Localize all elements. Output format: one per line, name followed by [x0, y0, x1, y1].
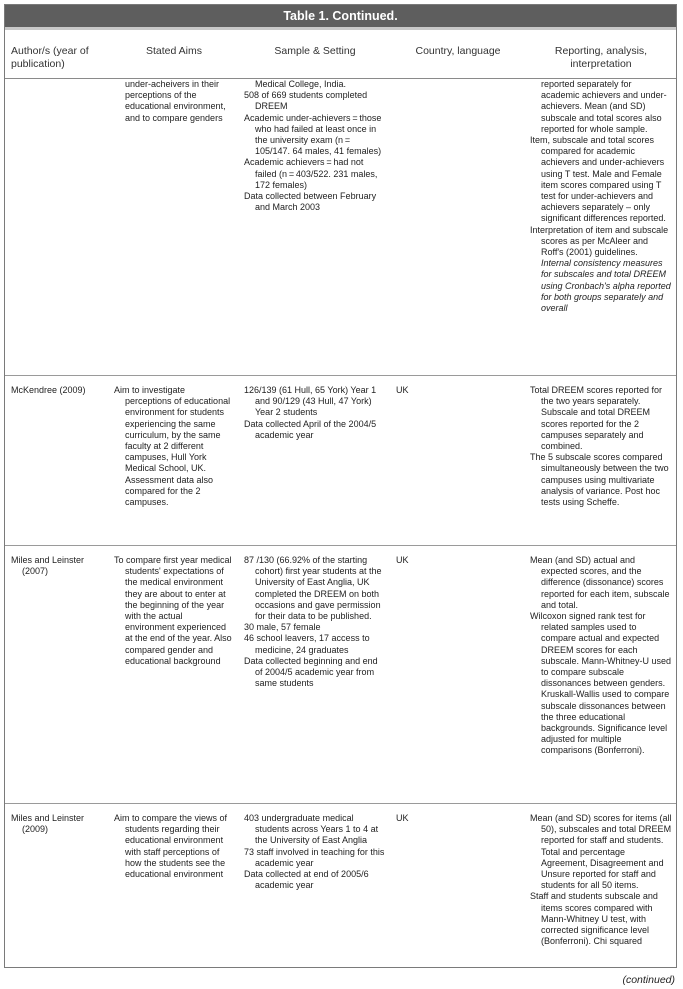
reporting-entry: The 5 subscale scores compared simultaneously between the two campuses using multivariate analysis of variance. Post hoc tests using Scheffe.: [530, 452, 669, 508]
aims-entry: To compare first year medical students' expectations of the medical environment they are about to enter at the beginning of the year with the actual environment experienced at the end of the year. Also compared gender and educational background: [114, 555, 232, 666]
reporting-entry: Staff and students subscale and items scores compared with Mann-Whitney U test, with corrected significance level (Bonferroni). Chi squared: [530, 891, 658, 947]
table-row: [5, 546, 676, 804]
reporting-entry: Item, subscale and total scores compared for academic achievers and under-achievers using T test. Male and Female item scores compared using T test for under-achievers and achievers separately – only significant differences reported.: [530, 135, 666, 224]
cell-sample: [238, 376, 390, 546]
sample-entry: 508 of 669 students completed DREEM: [244, 90, 368, 112]
header-sample: Sample & Setting: [274, 45, 356, 57]
aims-entry: Aim to compare the views of students regarding their educational environment with staff perceptions of how the students see the educational environment: [114, 813, 228, 880]
cell-aims: [108, 79, 238, 376]
table-row: [5, 376, 676, 546]
cell-sample: [238, 79, 390, 376]
table-row: [5, 804, 676, 948]
header-author: Author/s (year of publication): [11, 45, 89, 70]
cell-author: McKendree (2009): [5, 376, 108, 546]
header-row: [5, 30, 676, 79]
sample-entry: 30 male, 57 female: [244, 622, 321, 633]
cell-author: [5, 546, 108, 804]
cell-sample: [238, 546, 390, 804]
sample-entry: Data collected between February and March 2003: [244, 191, 377, 213]
sample-entry: Academic under-achievers = those who had failed at least once in the university exam (n = 105/147. 64 males, 41 females): [244, 112, 382, 157]
author-entry: Miles and Leinster (2009): [11, 813, 85, 835]
header-reporting: Reporting, analysis, interpretation: [554, 45, 648, 70]
cell-aims: [108, 546, 238, 804]
reporting-entry: Internal consistency measures for subscales and total DREEM using Cronbach's alpha reported for both groups separately and overall: [541, 258, 671, 314]
cell-country: UK: [390, 804, 524, 948]
table-title: Table 1. Continued.: [5, 5, 676, 30]
reporting-entry: Total DREEM scores reported for the two years separately. Subscale and total DREEM scores reported for the 2 campuses separately and combined.: [530, 385, 663, 452]
sample-entry: Data collected beginning and end of 2004/5 academic year from same students: [244, 655, 378, 689]
cell-author: [5, 79, 108, 376]
header-country: Country, language: [415, 45, 501, 57]
cell-country: UK: [390, 546, 524, 804]
reporting-entry: Wilcoxon signed rank test for related samples used to compare actual and expected DREEM scores for each subscale. Mann-Whitney-U used to compare subscale dissonances between genders. Kruskall-Wallis used to compare subscale dissonances between the three educational backgrounds. Significance level adjusted for multiple comparisons (Bonferroni).: [530, 611, 672, 756]
sample-entry: 403 undergraduate medical students across Years 1 to 4 at the University of East Anglia: [244, 813, 379, 846]
aims-entry: Aim to investigate perceptions of educational environment for students experiencing the same curriculum, by the same faculty at 2 different campuses, Hull York Medical School, UK. Assessment data also compared for the 2 campuses.: [114, 385, 231, 508]
cell-author: [5, 804, 108, 948]
continued-label: [622, 974, 675, 986]
table-row: [5, 79, 676, 376]
header-aims: Stated Aims: [145, 45, 203, 57]
reporting-entry: Mean (and SD) actual and expected scores, and the difference (dissonance) scores reported for each item, subscale and total.: [530, 555, 670, 610]
sample-entry: 126/139 (61 Hull, 65 York) Year 1 and 90/129 (43 Hull, 47 York) Year 2 students: [244, 385, 377, 418]
cell-country: [390, 79, 524, 376]
sample-entry: 46 school leavers, 17 access to medicine, 24 graduates: [244, 633, 370, 655]
author-entry: Miles and Leinster (2007): [11, 555, 85, 577]
sample-entry: Academic achievers = had not failed (n = 403/522. 231 males, 172 females): [244, 157, 378, 190]
reporting-entry: Mean (and SD) scores for items (all 50), subscales and total DREEM reported for staff and students. Total and percentage Agreement, Disagreement and Unsure reported for staff and students for all 50 items.: [530, 813, 672, 891]
cell-reporting: [524, 546, 676, 804]
cell-sample: [238, 804, 390, 948]
sample-entry: Data collected at end of 2005/6 academic year: [244, 869, 369, 891]
aims-entry: under-acheivers in their perceptions of the educational environment, and to compare genders: [125, 79, 226, 123]
cell-reporting: [524, 376, 676, 546]
cell-aims: [108, 804, 238, 948]
table-frame: [4, 4, 677, 968]
reporting-entry: reported separately for academic achievers and under-achievers. Mean (and SD) subscale and total scores also reported for whole sample.: [541, 79, 667, 134]
sample-entry: Medical College, India.: [255, 79, 347, 89]
literature-table: [5, 30, 676, 947]
cell-reporting: [524, 804, 676, 948]
cell-country: UK: [390, 376, 524, 546]
sample-entry: Data collected April of the 2004/5 academic year: [244, 418, 377, 440]
cell-aims: [108, 376, 238, 546]
reporting-entry: Interpretation of item and subscale scores as per McAleer and Roff's (2001) guidelines.: [530, 224, 669, 258]
sample-entry: 87 /130 (66.92% of the starting cohort) first year students at the University of East Anglia, UK completed the DREEM on both occasions and gave permission for their data to be published.: [244, 555, 382, 622]
cell-reporting: [524, 79, 676, 376]
sample-entry: 73 staff involved in teaching for this academic year: [244, 846, 385, 868]
continued-text: (continued): [622, 974, 675, 986]
